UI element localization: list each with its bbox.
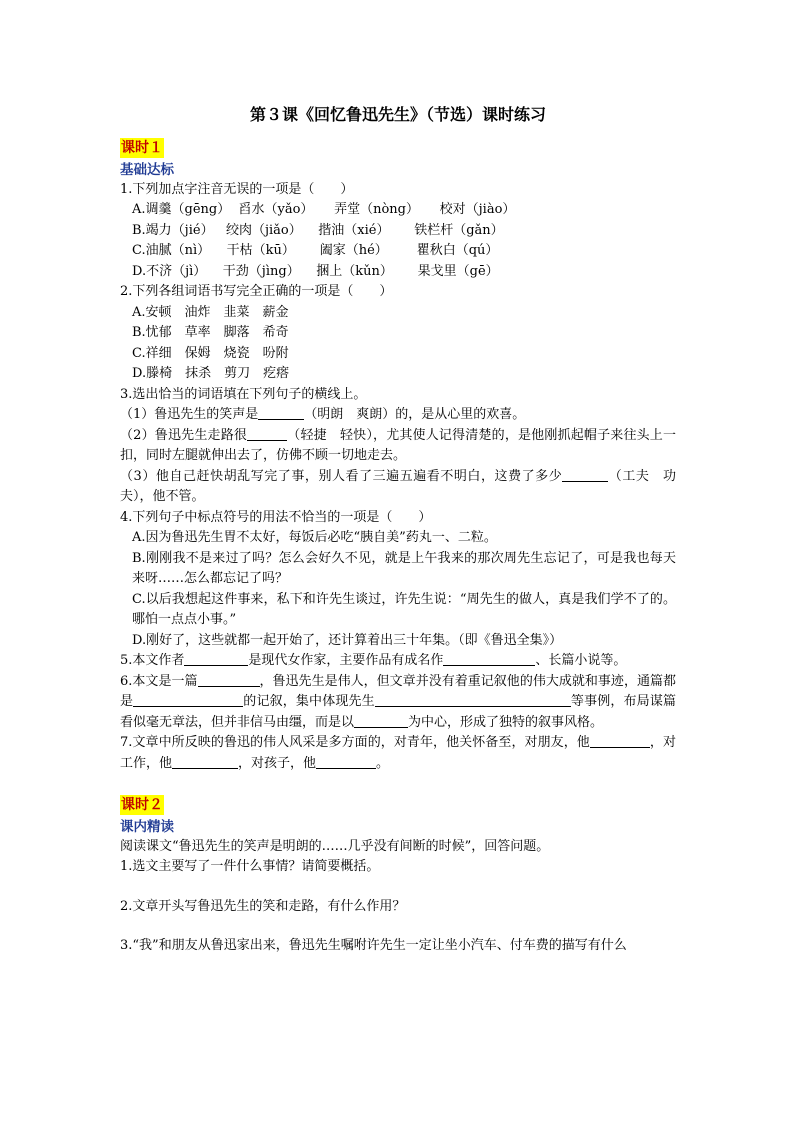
question-3-sentence-3: （3）他自己赶快胡乱写完了事，别人看了三遍五遍看不明白，这费了多少 （工夫 功夫），他不管。 xyxy=(120,468,676,504)
answer-blank[interactable] xyxy=(316,754,376,769)
answer-blank[interactable] xyxy=(184,651,248,666)
question-2-option-c: C.祥细 保姆 烧瓷 吩附 xyxy=(132,345,289,361)
question-1-option-d: D.不济（jì） 干劲（jìng） 捆上（kǔn） 果戈里（gē） xyxy=(132,263,499,279)
page-title: 第３课《回忆鲁迅先生》（节选）课时练习 xyxy=(249,105,546,124)
answer-blank[interactable] xyxy=(133,692,243,707)
answer-blank[interactable] xyxy=(443,651,535,666)
reading-intro: 阅读课文“鲁迅先生的笑声是明朗的……几乎没有间断的时候”，回答问题。 xyxy=(120,838,550,854)
lesson-2-heading: 课时２ xyxy=(121,797,163,813)
spacer xyxy=(120,774,676,795)
worksheet-page xyxy=(120,104,676,957)
reading-question-3: 3.“我”和朋友从鲁迅家出来，鲁迅先生嘱咐许先生一定让坐小汽车、付车费的描写有什么 xyxy=(120,938,627,953)
answer-space[interactable] xyxy=(120,878,676,897)
question-1-option-c: C.油腻（nì） 干枯（kū） 阖家（hé） 瞿秋白（qú） xyxy=(132,243,499,258)
answer-blank[interactable] xyxy=(590,733,650,748)
question-1-stem: 1.下列加点字注音无误的一项是（ ） xyxy=(120,181,354,197)
section-basic: 基础达标 xyxy=(120,161,174,178)
question-7: 7.文章中所反映的鲁迅的伟人风采是多方面的，对青年，他关怀备至，对朋友，他 ，对工作，他 ，对孩子，他 。 xyxy=(120,735,676,771)
answer-blank[interactable] xyxy=(375,692,571,707)
question-3-sentence-2: （2）鲁迅先生走路很 （轻捷 轻快），尤其使人记得清楚的，是他刚抓起帽子来往头上一扣，同时左腿就伸出去了，仿佛不顾一切地走去。 xyxy=(120,427,676,463)
question-2-option-a: A.安顿 油炸 韭菜 薪金 xyxy=(132,304,289,320)
answer-blank[interactable] xyxy=(247,426,287,441)
question-4-option-b: B.刚刚我不是来过了吗？怎么会好久不见，就是上午我来的那次周先生忘记了，可是我也每天来呀……怎么都忘记了吗？ xyxy=(132,550,676,586)
question-4-stem: 4.下列句子中标点符号的用法不恰当的一项是（ ） xyxy=(120,509,432,525)
lesson-1-heading: 课时１ xyxy=(121,140,163,156)
answer-blank[interactable] xyxy=(562,467,608,482)
question-2-stem: 2.下列各组词语书写完全正确的一项是（ ） xyxy=(120,284,393,299)
section-reading: 课内精读 xyxy=(120,818,174,835)
lesson-1 xyxy=(120,138,676,774)
question-5: 5.本文作者 是现代女作家，主要作品有成名作 、长篇小说等。 xyxy=(120,653,627,668)
reading-question-1: 1.选文主要写了一件什么事情？请简要概括。 xyxy=(120,859,380,874)
answer-blank[interactable] xyxy=(258,405,304,420)
question-4-option-a: A.因为鲁迅先生胃不太好，每饭后必吃“胰自美”药丸一、二粒。 xyxy=(132,530,497,545)
question-3-stem: 3.选出恰当的词语填在下列句子的横线上。 xyxy=(120,386,367,402)
reading-question-2: 2.文章开头写鲁迅先生的笑和走路，有什么作用？ xyxy=(120,898,406,914)
answer-blank[interactable] xyxy=(198,672,260,687)
question-6: 6.本文是一篇 ，鲁迅先生是伟人，但文章并没有着重记叙他的伟大成就和事迹，通篇都是 的记叙，集中体现先生 等事例，布局谋篇看似毫无章法，但并非信马由缰，而是以 为中心，形成了独特的叙事风格。 xyxy=(120,673,676,730)
question-4-option-d: D.刚好了，这些就都一起开始了，还计算着出三十年集。（即《鲁迅全集》） xyxy=(132,632,563,648)
answer-blank[interactable] xyxy=(354,713,408,728)
question-2-option-d: D.滕椅 抹杀 剪刀 疙瘩 xyxy=(132,366,290,381)
answer-space[interactable] xyxy=(120,917,676,936)
answer-blank[interactable] xyxy=(172,754,238,769)
question-2-option-b: B.忧郁 草率 脚落 希奇 xyxy=(132,325,289,340)
lesson-2 xyxy=(120,795,676,957)
question-1-option-a: A.调羹（gēng） 舀水（yǎo） 弄堂（nòng） 校对（jiào） xyxy=(132,202,516,217)
question-1-option-b: B.竭力（jié） 绞肉（jiǎo） 揩油（xié） 铁栏杆（gǎn） xyxy=(132,222,504,238)
question-3-sentence-1: （1）鲁迅先生的笑声是 （明朗 爽朗）的，是从心里的欢喜。 xyxy=(120,407,526,422)
question-4-option-c: C.以后我想起这件事来，私下和许先生谈过，许先生说：“周先生的做人，真是我们学不了的。哪怕一点点小事。” xyxy=(132,591,676,627)
